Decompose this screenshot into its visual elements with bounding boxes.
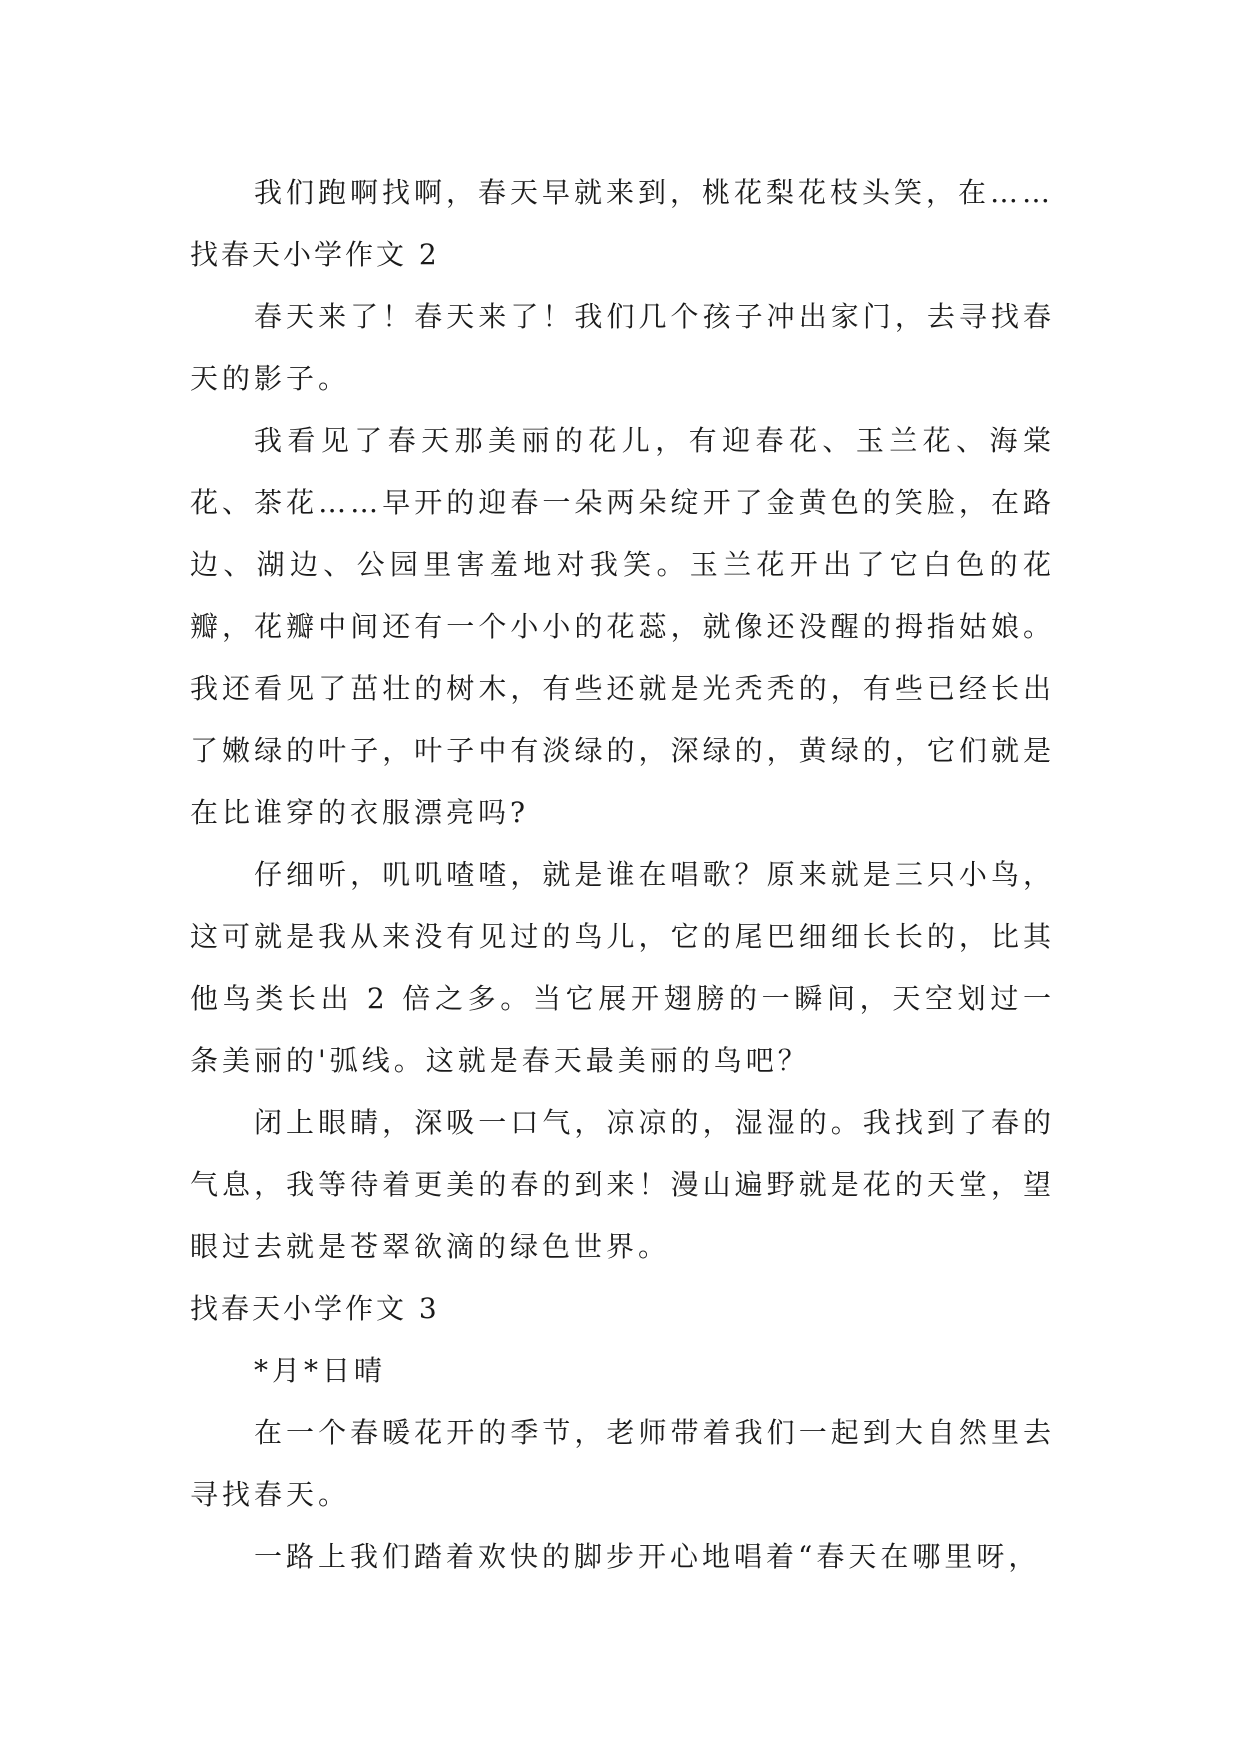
paragraph: 仔细听，叽叽喳喳，就是谁在唱歌？原来就是三只小鸟，这可就是我从来没有见过的鸟儿，它的尾巴细细长长的，比其他鸟类长出 2 倍之多。当它展开翅膀的一瞬间，天空划过一条美丽的'弧线。这就是春天最美丽的鸟吧？ (190, 858, 1055, 1077)
section-heading-3: 找春天小学作文 3 (190, 1292, 440, 1325)
paragraph: 闭上眼睛，深吸一口气，凉凉的，湿湿的。我找到了春的气息，我等待着更美的春的到来！漫山遍野就是花的天堂，望眼过去就是苍翠欲滴的绿色世界。 (190, 1106, 1055, 1263)
date-line: *月*日晴 (254, 1354, 387, 1387)
paragraph: 春天来了！春天来了！我们几个孩子冲出家门，去寻找春天的影子。 (190, 300, 1055, 395)
section-heading-2: 找春天小学作文 2 (190, 238, 440, 271)
paragraph: 在一个春暖花开的季节，老师带着我们一起到大自然里去寻找春天。 (190, 1416, 1055, 1511)
paragraph: 我看见了春天那美丽的花儿，有迎春花、玉兰花、海棠花、茶花……早开的迎春一朵两朵绽开了金黄色的笑脸，在路边、湖边、公园里害羞地对我笑。玉兰花开出了它白色的花瓣，花瓣中间还有一个小小的花蕊，就像还没醒的拇指姑娘。我还看见了茁壮的树木，有些还就是光秃秃的，有些已经长出了嫩绿的叶子，叶子中有淡绿的，深绿的，黄绿的，它们就是在比谁穿的衣服漂亮吗? (190, 424, 1055, 829)
paragraph-intro: 我们跑啊找啊，春天早就来到，桃花梨花枝头笑，在…… (254, 176, 1055, 209)
paragraph: 一路上我们踏着欢快的脚步开心地唱着“春天在哪里呀， (254, 1540, 1041, 1573)
document-body (190, 162, 1055, 1588)
